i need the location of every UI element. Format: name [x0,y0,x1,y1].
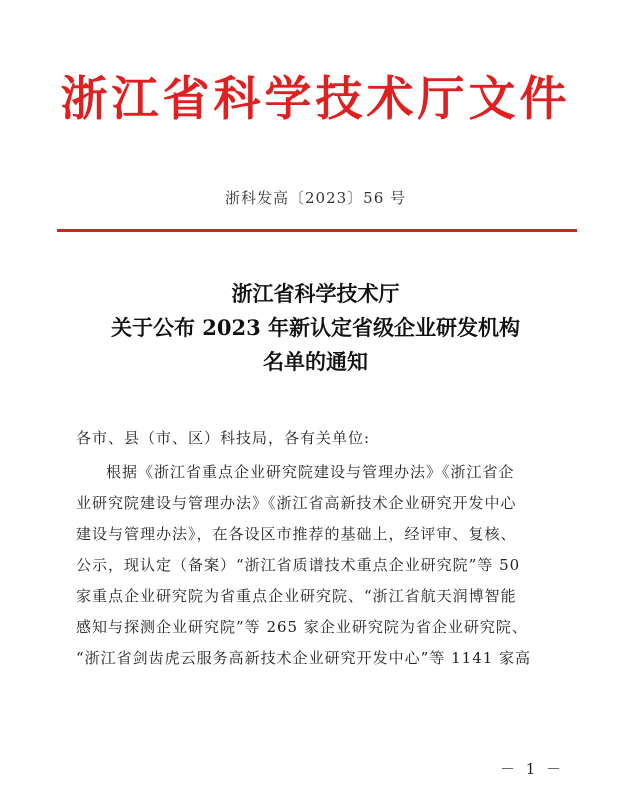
addressee-line: 各市、县（市、区）科技局，各有关单位: [76,429,371,447]
body-line: 感知与探测企业研究院”等 265 家企业研究院为省企业研究院、 [76,618,528,636]
page-number: － 1 － [499,760,565,778]
body-line: 业研究院建设与管理办法》《浙江省高新技术企业研究开发中心 [76,494,517,512]
title-line: 关于公布 2023 年新认定省级企业研发机构 [110,315,521,340]
title-line: 名单的通知 [263,349,368,374]
body-line: 公示，现认定（备案）“浙江省质谱技术重点企业研究院”等 50 [76,556,521,574]
body-text [76,457,576,674]
title-line: 浙江省科学技术厅 [231,281,400,306]
red-divider-rule [57,229,577,232]
body-line: 根据《浙江省重点企业研究院建设与管理办法》《浙江省企 [106,463,515,481]
document-title [0,277,631,379]
body-line: 家重点企业研究院为省重点企业研究院、“浙江省航天润博智能 [76,587,517,605]
document-number: 浙科发高〔2023〕56 号 [224,189,407,207]
body-line: “浙江省剑齿虎云服务高新技术企业研究开发中心”等 1141 家高 [76,649,532,667]
document-masthead: 浙江省科学技术厅文件 [60,72,571,127]
body-line: 建设与管理办法》，在各设区市推荐的基础上，经评审、复核、 [76,525,517,543]
